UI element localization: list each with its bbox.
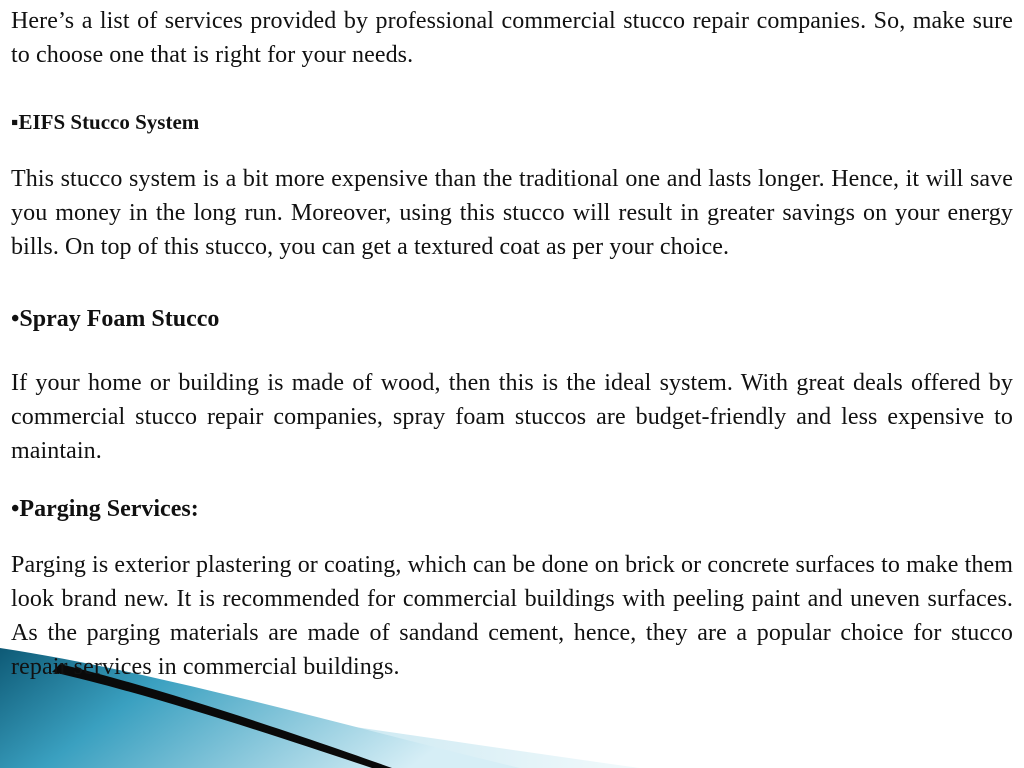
heading-text: Spray Foam Stucco [19, 306, 220, 332]
round-bullet-icon: • [11, 306, 20, 332]
slide-content [11, 4, 1013, 684]
intro-paragraph: Here’s a list of services provided by professional commercial stucco repair companies. So, make sure to choose one that is right for your needs. [11, 8, 1013, 68]
heading-eifs-stucco-system [11, 108, 1013, 136]
heading-text: EIFS Stucco System [18, 110, 200, 134]
parging-paragraph: Parging is exterior plastering or coating, which can be done on brick or concrete surfaces to make them look brand new. It is recommended for commercial buildings with peeling paint and uneven surfaces. As the parging materials are made of sandand cement, hence, they are a popular choice for stucco repair services in commercial buildings. [11, 552, 1013, 680]
heading-parging-services [11, 494, 1013, 524]
heading-text: Parging Services: [19, 496, 199, 522]
heading-spray-foam-stucco [11, 304, 1013, 334]
square-bullet-icon: ▪ [11, 110, 19, 134]
round-bullet-icon: • [11, 496, 20, 522]
spray-foam-paragraph: If your home or building is made of wood, then this is the ideal system. With great deals offered by commercial stucco repair companies, spray foam stuccos are budget-friendly and less expensive to maintain. [11, 370, 1013, 464]
eifs-paragraph: This stucco system is a bit more expensive than the traditional one and lasts longer. Hence, it will save you money in the long run. Moreover, using this stucco will result in greater savings on your energy bills. On top of this stucco, you can get a textured coat as per your choice. [11, 166, 1013, 260]
